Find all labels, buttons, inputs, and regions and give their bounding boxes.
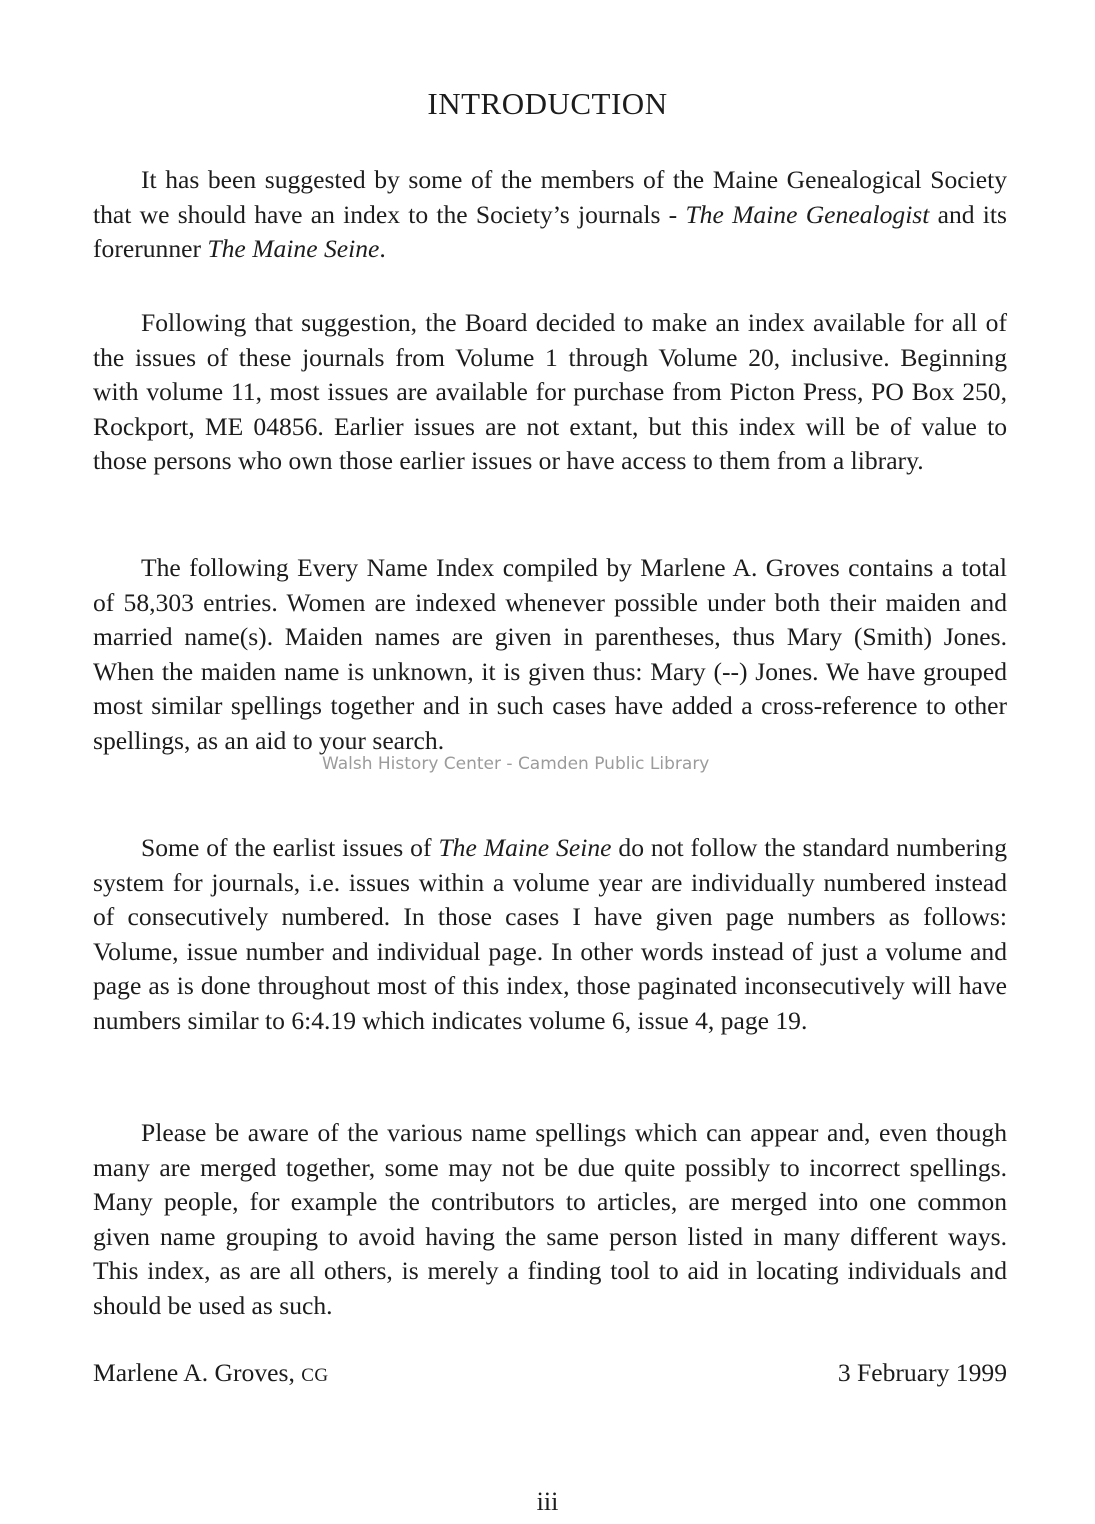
paragraph-1-text-c: . — [379, 234, 386, 264]
paragraph-3-text: The following Every Name Index compiled by Marlene A. Groves contains a total of 58,303 entries. Women are indexed whenever possible under both their maiden and married name(s). Maiden names are given in parentheses, thus Mary (Smith) Jones. When the maiden name is unknown, it is given thus: Mary (--) Jones. We have grouped most similar spellings together and in such cases have added a cross-reference to other spellings, as an aid to your search. — [93, 553, 1007, 755]
author-credential: CG — [301, 1365, 329, 1386]
paragraph-4-text-a: Some of the earlist issues of — [141, 833, 439, 862]
paragraph-2 — [93, 306, 1007, 479]
journal-title-maine-seine: The Maine Seine — [207, 234, 380, 264]
paragraph-4 — [93, 831, 1007, 1039]
paragraph-1 — [93, 163, 1007, 267]
paragraph-5-text: Please be aware of the various name spellings which can appear and, even though many are merged together, some may not be due quite possibly to incorrect spellings. Many people, for example the contributors to articles, are merged into one common given name grouping to avoid having the same person listed in many different ways. This index, as are all others, is merely a finding tool to aid in locating individuals and should be used as such. — [93, 1118, 1007, 1320]
signature-date: 3 February 1999 — [837, 1358, 1007, 1387]
author-name: Marlene A. Groves, — [93, 1358, 302, 1387]
library-watermark: Walsh History Center - Camden Public Library — [322, 754, 710, 774]
paragraph-2-text: Following that suggestion, the Board decided to make an index available for all of the issues of these journals from Volume 1 through Volume 20, inclusive. Beginning with volume 11, most issues are available for purchase from Picton Press, PO Box 250, Rockport, ME 04856. Earlier issues are not extant, but this index will be of value to those persons who own those earlier issues or have access to them from a library. — [93, 308, 1007, 476]
signature-row — [93, 1358, 1007, 1388]
journal-title-maine-genealogist: The Maine Genealogist — [685, 199, 930, 229]
journal-title-maine-seine-2: The Maine Seine — [438, 833, 612, 862]
paragraph-1-text-b: and its forerunner — [93, 199, 1007, 264]
paragraph-3 — [93, 551, 1007, 759]
paragraph-5 — [93, 1116, 1007, 1324]
page-title: INTRODUCTION — [427, 86, 668, 121]
page-number: iii — [536, 1487, 559, 1516]
paragraph-1-text-a: It has been suggested by some of the members of the Maine Genealogical Society that we should have an index to the Society’s journals - — [93, 165, 1007, 229]
paragraph-4-text-b: do not follow the standard numbering system for journals, i.e. issues within a volume year are individually numbered instead of consecutively numbered. In those cases I have given page numbers as follows: Volume, issue number and individual page. In other words instead of just a volume and page as is done throughout most of this index, those paginated inconsecutively will have numbers similar to 6:4.19 which indicates volume 6, issue 4, page 19. — [93, 833, 1007, 1035]
author-signature — [93, 1358, 329, 1388]
